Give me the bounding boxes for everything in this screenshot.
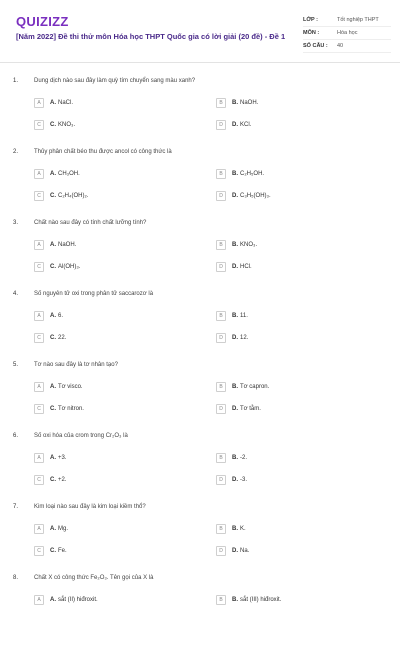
option-text: Na.	[240, 548, 250, 554]
answer-option[interactable]	[34, 475, 67, 485]
option-letter-box: B	[216, 453, 226, 463]
question-number: 1.	[13, 78, 19, 84]
option-letter-box: D	[216, 404, 226, 414]
question-item	[0, 433, 400, 504]
worksheet-title: [Năm 2022] Đề thi thử môn Hóa học THPT Quốc gia có lời giải (20 đề) - Đề 1	[16, 32, 286, 41]
option-letter: C.	[50, 264, 56, 270]
option-letter-box: C	[34, 404, 44, 414]
option-letter-box: C	[34, 191, 44, 201]
answer-option[interactable]	[216, 404, 261, 414]
option-letter: B.	[232, 171, 238, 177]
option-letter-box: A	[34, 311, 44, 321]
answer-option[interactable]	[34, 524, 68, 534]
option-letter-box: B	[216, 98, 226, 108]
option-letter: B.	[232, 384, 238, 390]
option-text: NaCl.	[58, 100, 74, 106]
option-text: NaOH.	[58, 242, 77, 248]
answer-option[interactable]	[34, 311, 63, 321]
answer-option[interactable]	[216, 453, 247, 463]
option-text: CH₃OH.	[58, 171, 80, 177]
option-text: C₂H₄(OH)₂.	[58, 193, 89, 199]
option-letter: B.	[232, 526, 238, 532]
question-text: Thủy phân chất béo thu được ancol có công thức là	[34, 149, 172, 155]
option-letter-box: B	[216, 311, 226, 321]
option-letter: D.	[232, 264, 238, 270]
option-letter-box: C	[34, 546, 44, 556]
answer-option[interactable]	[216, 546, 249, 556]
answer-option[interactable]	[34, 120, 75, 130]
option-text: NaOH.	[240, 100, 259, 106]
option-letter-box: C	[34, 262, 44, 272]
option-letter: A.	[50, 242, 56, 248]
option-letter: C.	[50, 548, 56, 554]
option-letter-box: A	[34, 524, 44, 534]
question-text: Tơ nào sau đây là tơ nhân tạo?	[34, 362, 118, 368]
meta-row-subject	[303, 27, 391, 40]
option-letter: A.	[50, 100, 56, 106]
option-text: -3.	[240, 477, 248, 483]
meta-row-grade	[303, 14, 391, 27]
worksheet-header	[0, 0, 400, 63]
option-text: KCl.	[240, 122, 252, 128]
option-letter-box: C	[34, 475, 44, 485]
answer-option[interactable]	[216, 311, 248, 321]
meta-row-count	[303, 40, 391, 53]
option-text: Fe.	[58, 548, 67, 554]
option-letter: D.	[232, 477, 238, 483]
option-text: C₃H₅(OH)₃.	[240, 193, 271, 199]
option-letter-box: C	[34, 333, 44, 343]
option-letter-box: D	[216, 333, 226, 343]
option-letter: C.	[50, 122, 56, 128]
option-letter: C.	[50, 193, 56, 199]
option-letter: B.	[232, 242, 238, 248]
option-text: Tơ visco.	[58, 384, 83, 390]
question-list	[0, 78, 400, 646]
option-letter-box: B	[216, 169, 226, 179]
answer-option[interactable]	[216, 240, 257, 250]
answer-option[interactable]	[34, 333, 66, 343]
answer-option[interactable]	[216, 120, 251, 130]
answer-option[interactable]	[216, 475, 247, 485]
question-number: 3.	[13, 220, 19, 226]
answer-option[interactable]	[34, 262, 80, 272]
option-text: 22.	[58, 335, 67, 341]
option-letter-box: D	[216, 262, 226, 272]
option-text: sắt (II) hiđroxit.	[58, 597, 98, 603]
option-letter: B.	[232, 313, 238, 319]
meta-value: Tốt nghiệp THPT	[337, 17, 379, 23]
question-item	[0, 220, 400, 291]
option-text: 11.	[240, 313, 248, 319]
option-text: Mg.	[58, 526, 69, 532]
option-letter: A.	[50, 313, 56, 319]
option-text: K.	[240, 526, 246, 532]
answer-option[interactable]	[216, 524, 246, 534]
option-letter-box: D	[216, 191, 226, 201]
meta-info	[303, 14, 391, 53]
option-letter-box: B	[216, 524, 226, 534]
question-text: Số oxi hóa của crom trong Cr₂O₃ là	[34, 433, 128, 439]
answer-option[interactable]	[34, 240, 76, 250]
option-text: sắt (III) hiđroxit.	[240, 597, 282, 603]
option-letter: C.	[50, 406, 56, 412]
option-text: KNO₃.	[240, 242, 258, 248]
question-number: 5.	[13, 362, 19, 368]
option-text: +3.	[58, 455, 67, 461]
question-text: Chất X có công thức Fe₂O₃. Tên gọi của X là	[34, 575, 154, 581]
option-text: 12.	[240, 335, 249, 341]
option-letter: B.	[232, 100, 238, 106]
question-number: 6.	[13, 433, 19, 439]
option-text: Tơ capron.	[240, 384, 270, 390]
answer-option[interactable]	[34, 382, 83, 392]
option-letter: C.	[50, 477, 56, 483]
option-letter: A.	[50, 526, 56, 532]
option-letter: B.	[232, 597, 238, 603]
option-letter-box: C	[34, 120, 44, 130]
option-letter: A.	[50, 171, 56, 177]
answer-option[interactable]	[216, 382, 269, 392]
option-letter-box: A	[34, 169, 44, 179]
option-letter: D.	[232, 335, 238, 341]
option-letter: D.	[232, 122, 238, 128]
question-item	[0, 362, 400, 433]
option-letter: A.	[50, 455, 56, 461]
answer-option[interactable]	[34, 546, 67, 556]
meta-label: SỐ CÂU :	[303, 43, 328, 49]
question-text: Kim loại nào sau đây là kim loại kiềm thổ?	[34, 504, 146, 510]
option-letter-box: A	[34, 382, 44, 392]
question-item	[0, 78, 400, 149]
answer-option[interactable]	[34, 404, 84, 414]
option-text: +2.	[58, 477, 67, 483]
option-letter: A.	[50, 384, 56, 390]
option-letter-box: A	[34, 453, 44, 463]
meta-label: MÔN :	[303, 30, 320, 36]
question-text: Dung dịch nào sau đây làm quỳ tím chuyển sang màu xanh?	[34, 78, 196, 84]
answer-option[interactable]	[216, 262, 252, 272]
question-number: 8.	[13, 575, 19, 581]
answer-option[interactable]	[216, 98, 258, 108]
option-letter-box: D	[216, 546, 226, 556]
option-letter: C.	[50, 335, 56, 341]
answer-option[interactable]	[34, 453, 67, 463]
answer-option[interactable]	[216, 595, 281, 605]
option-letter-box: A	[34, 98, 44, 108]
meta-label: LỚP :	[303, 17, 318, 23]
option-letter: D.	[232, 548, 238, 554]
question-number: 2.	[13, 149, 19, 155]
answer-option[interactable]	[34, 98, 73, 108]
option-text: Tơ tằm.	[240, 406, 261, 412]
answer-option[interactable]	[216, 191, 271, 201]
question-item	[0, 575, 400, 646]
option-letter-box: B	[216, 240, 226, 250]
option-letter: D.	[232, 406, 238, 412]
answer-option[interactable]	[34, 595, 98, 605]
option-letter: B.	[232, 455, 238, 461]
answer-option[interactable]	[34, 169, 80, 179]
option-letter: A.	[50, 597, 56, 603]
option-letter-box: B	[216, 382, 226, 392]
option-text: KNO₃.	[58, 122, 76, 128]
question-number: 7.	[13, 504, 19, 510]
question-item	[0, 504, 400, 575]
option-letter-box: A	[34, 240, 44, 250]
question-number: 4.	[13, 291, 19, 297]
question-item	[0, 149, 400, 220]
question-text: Chất nào sau đây có tính chất lưỡng tính?	[34, 220, 147, 226]
answer-option[interactable]	[216, 169, 264, 179]
option-text: Tơ nitron.	[58, 406, 84, 412]
option-text: Al(OH)₃.	[58, 264, 81, 270]
option-letter-box: B	[216, 595, 226, 605]
quizizz-logo: QUIZIZZ	[16, 14, 69, 29]
option-text: -2.	[240, 455, 248, 461]
meta-value: 40	[337, 43, 344, 49]
answer-option[interactable]	[216, 333, 248, 343]
option-text: HCl.	[240, 264, 252, 270]
option-text: 6.	[58, 313, 64, 319]
option-letter-box: D	[216, 475, 226, 485]
question-item	[0, 291, 400, 362]
meta-value: Hóa học	[337, 30, 358, 36]
option-letter: D.	[232, 193, 238, 199]
answer-option[interactable]	[34, 191, 88, 201]
option-letter-box: D	[216, 120, 226, 130]
option-text: C₂H₅OH.	[240, 171, 265, 177]
option-letter-box: A	[34, 595, 44, 605]
question-text: Số nguyên tử oxi trong phân tử saccarozơ là	[34, 291, 154, 297]
